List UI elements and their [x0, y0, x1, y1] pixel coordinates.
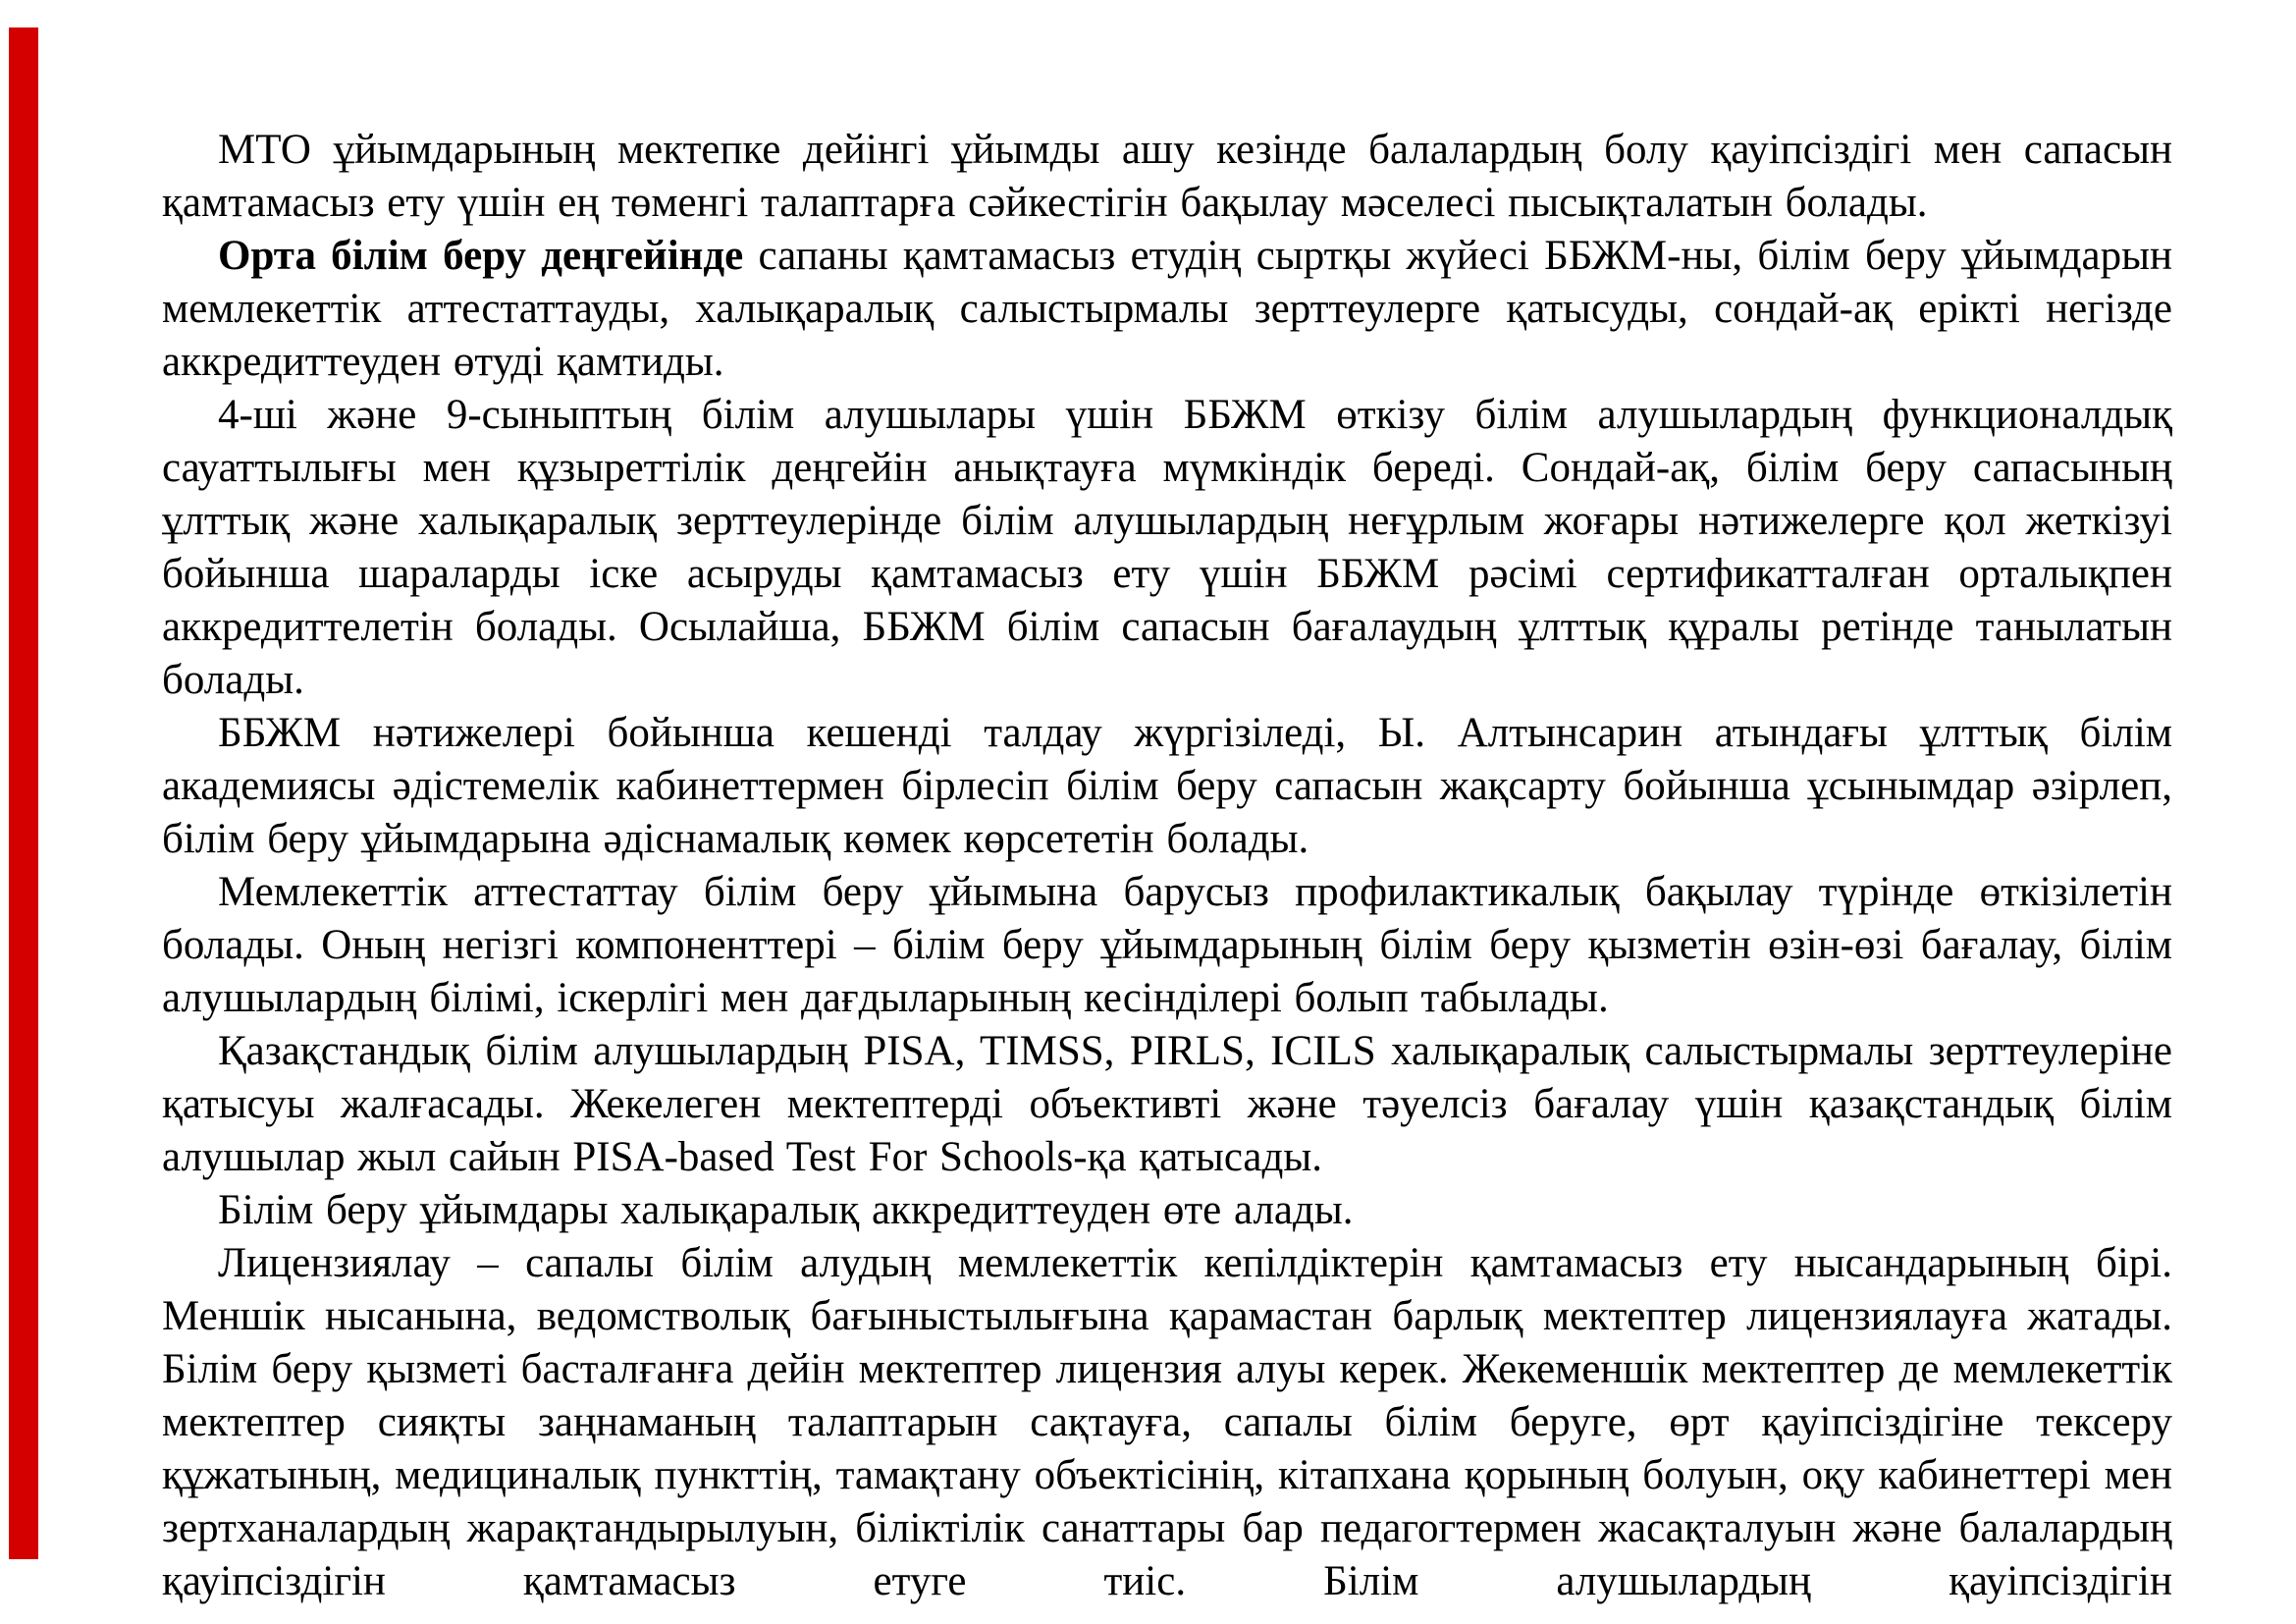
paragraph-text: сапаны қамтамасыз етудің сыртқы жүйесі ББЖМ-ны, білім беру ұйымдарын мемлекеттік аттестаттауды, халықаралық салыстырмалы зерттеулерге қатысуды, сондай-ақ ерікті негізде аккредиттеуден өтуді қамтиды. [162, 233, 2173, 385]
paragraph: Қазақстандық білім алушылардың PISA, TIMSS, PIRLS, ICILS халықаралық салыстырмалы зерттеулеріне қатысуы жалғасады. Жекелеген мектептерді объективті және тәуелсіз бағалау үшін қазақстандық білім алушылар жыл сайын PISA-based Test For Schools-қа қатысады. [162, 1028, 2172, 1180]
paragraph: 4-ші және 9-сыныптың білім алушылары үшін ББЖМ өткізу білім алушылардың функционалдық сауаттылығы мен құзыреттілік деңгейін анықтауға мүмкіндік береді. Сондай-ақ, білім беру сапасының ұлттық және халықаралық зерттеулерінде білім алушылардың неғұрлым жоғары нәтижелерге қол жеткізуі бойынша шараларды іске асыруды қамтамасыз ету үшін ББЖМ рәсімі сертификатталған орталықпен аккредиттелетін болады. Осылайша, ББЖМ білім сапасын бағалаудың ұлттық құралы ретінде танылатын болады. [162, 392, 2172, 703]
paragraph: Білім беру ұйымдары халықаралық аккредиттеуден өте алады. [218, 1187, 1354, 1233]
paragraph: Мемлекеттік аттестаттау білім беру ұйымына барусыз профилактикалық бақылау түрінде өткізілетін болады. Оның негізгі компоненттері – білім беру ұйымдарының білім беру қызметін өзін-өзі бағалау, білім алушылардың білімі, іскерлігі мен дағдыларының кесінділері болып табылады. [162, 869, 2172, 1021]
left-margin-red-bar [9, 27, 38, 1559]
document-body [162, 124, 2172, 1608]
paragraph: ББЖМ нәтижелері бойынша кешенді талдау жүргізіледі, Ы. Алтынсарин атындағы ұлттық білім академиясы әдістемелік кабинеттермен бірлесіп білім беру сапасын жақсарту бойынша ұсынымдар әзірлеп, білім беру ұйымдарына әдіснамалық көмек көрсететін болады. [162, 710, 2172, 862]
bold-lead-text: Орта білім беру деңгейінде [218, 233, 744, 279]
paragraph [162, 230, 2172, 389]
paragraph: МТО ұйымдарының мектепке дейінгі ұйымды ашу кезінде балалардың болу қауіпсіздігі мен сапасын қамтамасыз ету үшін ең төменгі талаптарға сәйкестігін бақылау мәселесі пысықталатын болады. [162, 127, 2172, 226]
paragraph: Лицензиялау – сапалы білім алудың мемлекеттік кепілдіктерін қамтамасыз ету нысандарының бірі. Меншік нысанына, ведомстволық бағыныстылығына қарамастан барлық мектептер лицензиялауға жатады. Білім беру қызметі басталғанға дейін мектептер лицензия алуы керек. Жекеменшік мектептер де мемлекеттік мектептер сияқты заңнаманың талаптарын сақтауға, сапалы білім беруге, өрт қауіпсіздігіне тексеру құжатының, медициналық пункттің, тамақтану объектісінің, кітапхана қорының болуын, оқу кабинеттері мен зертханалардың жарақтандырылуын, біліктілік санаттары бар педагогтермен жасақталуын және балалардың қауіпсіздігін қамтамасыз етуге тиіс. Білім алушылардың қауіпсіздігін [162, 1240, 2172, 1604]
